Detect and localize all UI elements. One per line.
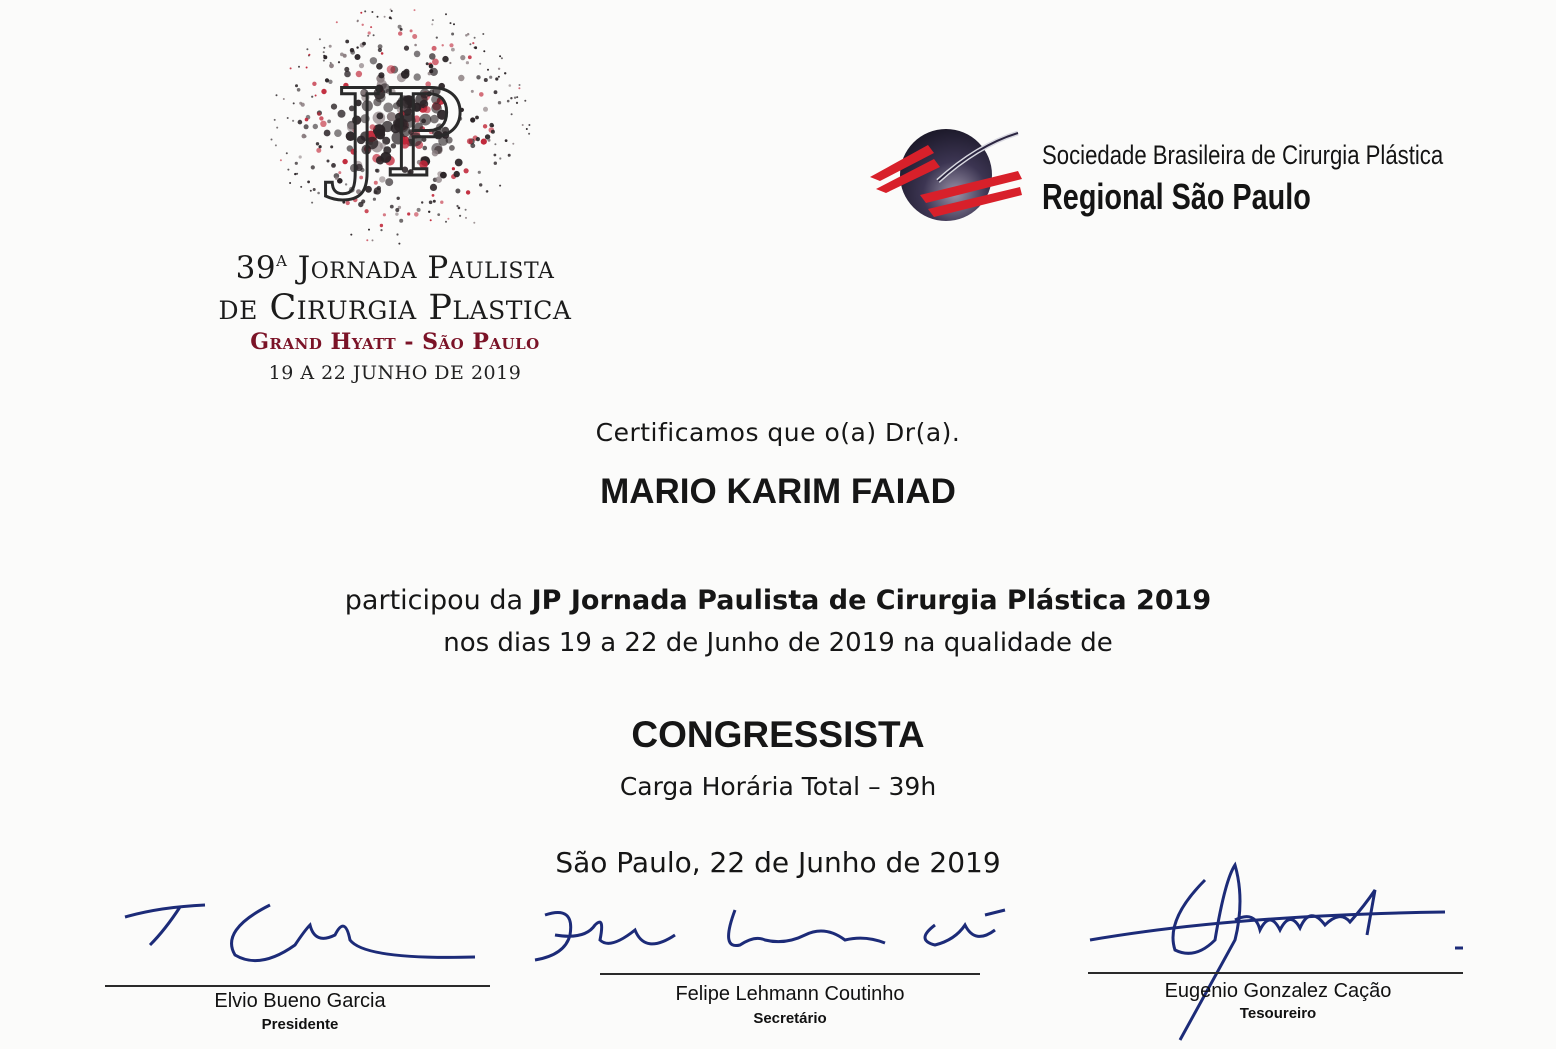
participation-prefix: participou da (344, 585, 532, 616)
jp-logo-title-line1 (150, 250, 640, 286)
signature-line-treasurer (1088, 972, 1463, 974)
event-name: JP Jornada Paulista de Cirurgia Plástica 2019 (531, 585, 1212, 616)
total-hours: Carga Horária Total – 39h (619, 772, 937, 801)
signature-president-handwriting (120, 885, 490, 975)
jp-logo-ordinal: A (276, 252, 288, 270)
signatory-title-president: Presidente (261, 1016, 339, 1033)
sbcp-logo-name: Sociedade Brasileira de Cirurgia Plástica (1042, 140, 1444, 170)
signatory-name-president: Elvio Bueno Garcia (214, 990, 386, 1012)
jp-emblem-letters: JP (335, 65, 465, 204)
place-and-date: São Paulo, 22 de Junho de 2019 (555, 846, 1001, 879)
jp-logo-number: 39 (235, 250, 277, 286)
certificate-intro: Certificamos que o(a) Dr(a). (595, 418, 961, 447)
jp-logo-dates: 19 A 22 JUNHO DE 2019 (268, 362, 522, 384)
jp-logo-line1-text: Jornada Paulista (297, 250, 555, 286)
signatory-name-treasurer: Eugenio Gonzalez Cação (1164, 980, 1392, 1002)
sbcp-logo-mark (868, 125, 1028, 225)
recipient-name: MARIO KARIM FAIAD (600, 472, 956, 511)
signatory-title-treasurer: Tesoureiro (1239, 1005, 1317, 1022)
jp-emblem-logo (228, 0, 568, 250)
jp-logo-title-line2: de Cirurgia Plastica (218, 288, 572, 328)
sbcp-logo-regional: Regional São Paulo (1042, 176, 1311, 217)
signature-line-secretary (600, 973, 980, 975)
jp-logo-venue: Grand Hyatt - São Paulo (250, 329, 540, 355)
signatory-name-secretary: Felipe Lehmann Coutinho (675, 983, 905, 1005)
participant-role: CONGRESSISTA (631, 714, 925, 755)
dates-line: nos dias 19 a 22 de Junho de 2019 na qualidade de (443, 628, 1113, 658)
signature-secretary-handwriting (525, 895, 1045, 975)
signature-line-president (105, 985, 490, 987)
signatory-title-secretary: Secretário (753, 1010, 827, 1027)
participation-line (0, 585, 1556, 616)
